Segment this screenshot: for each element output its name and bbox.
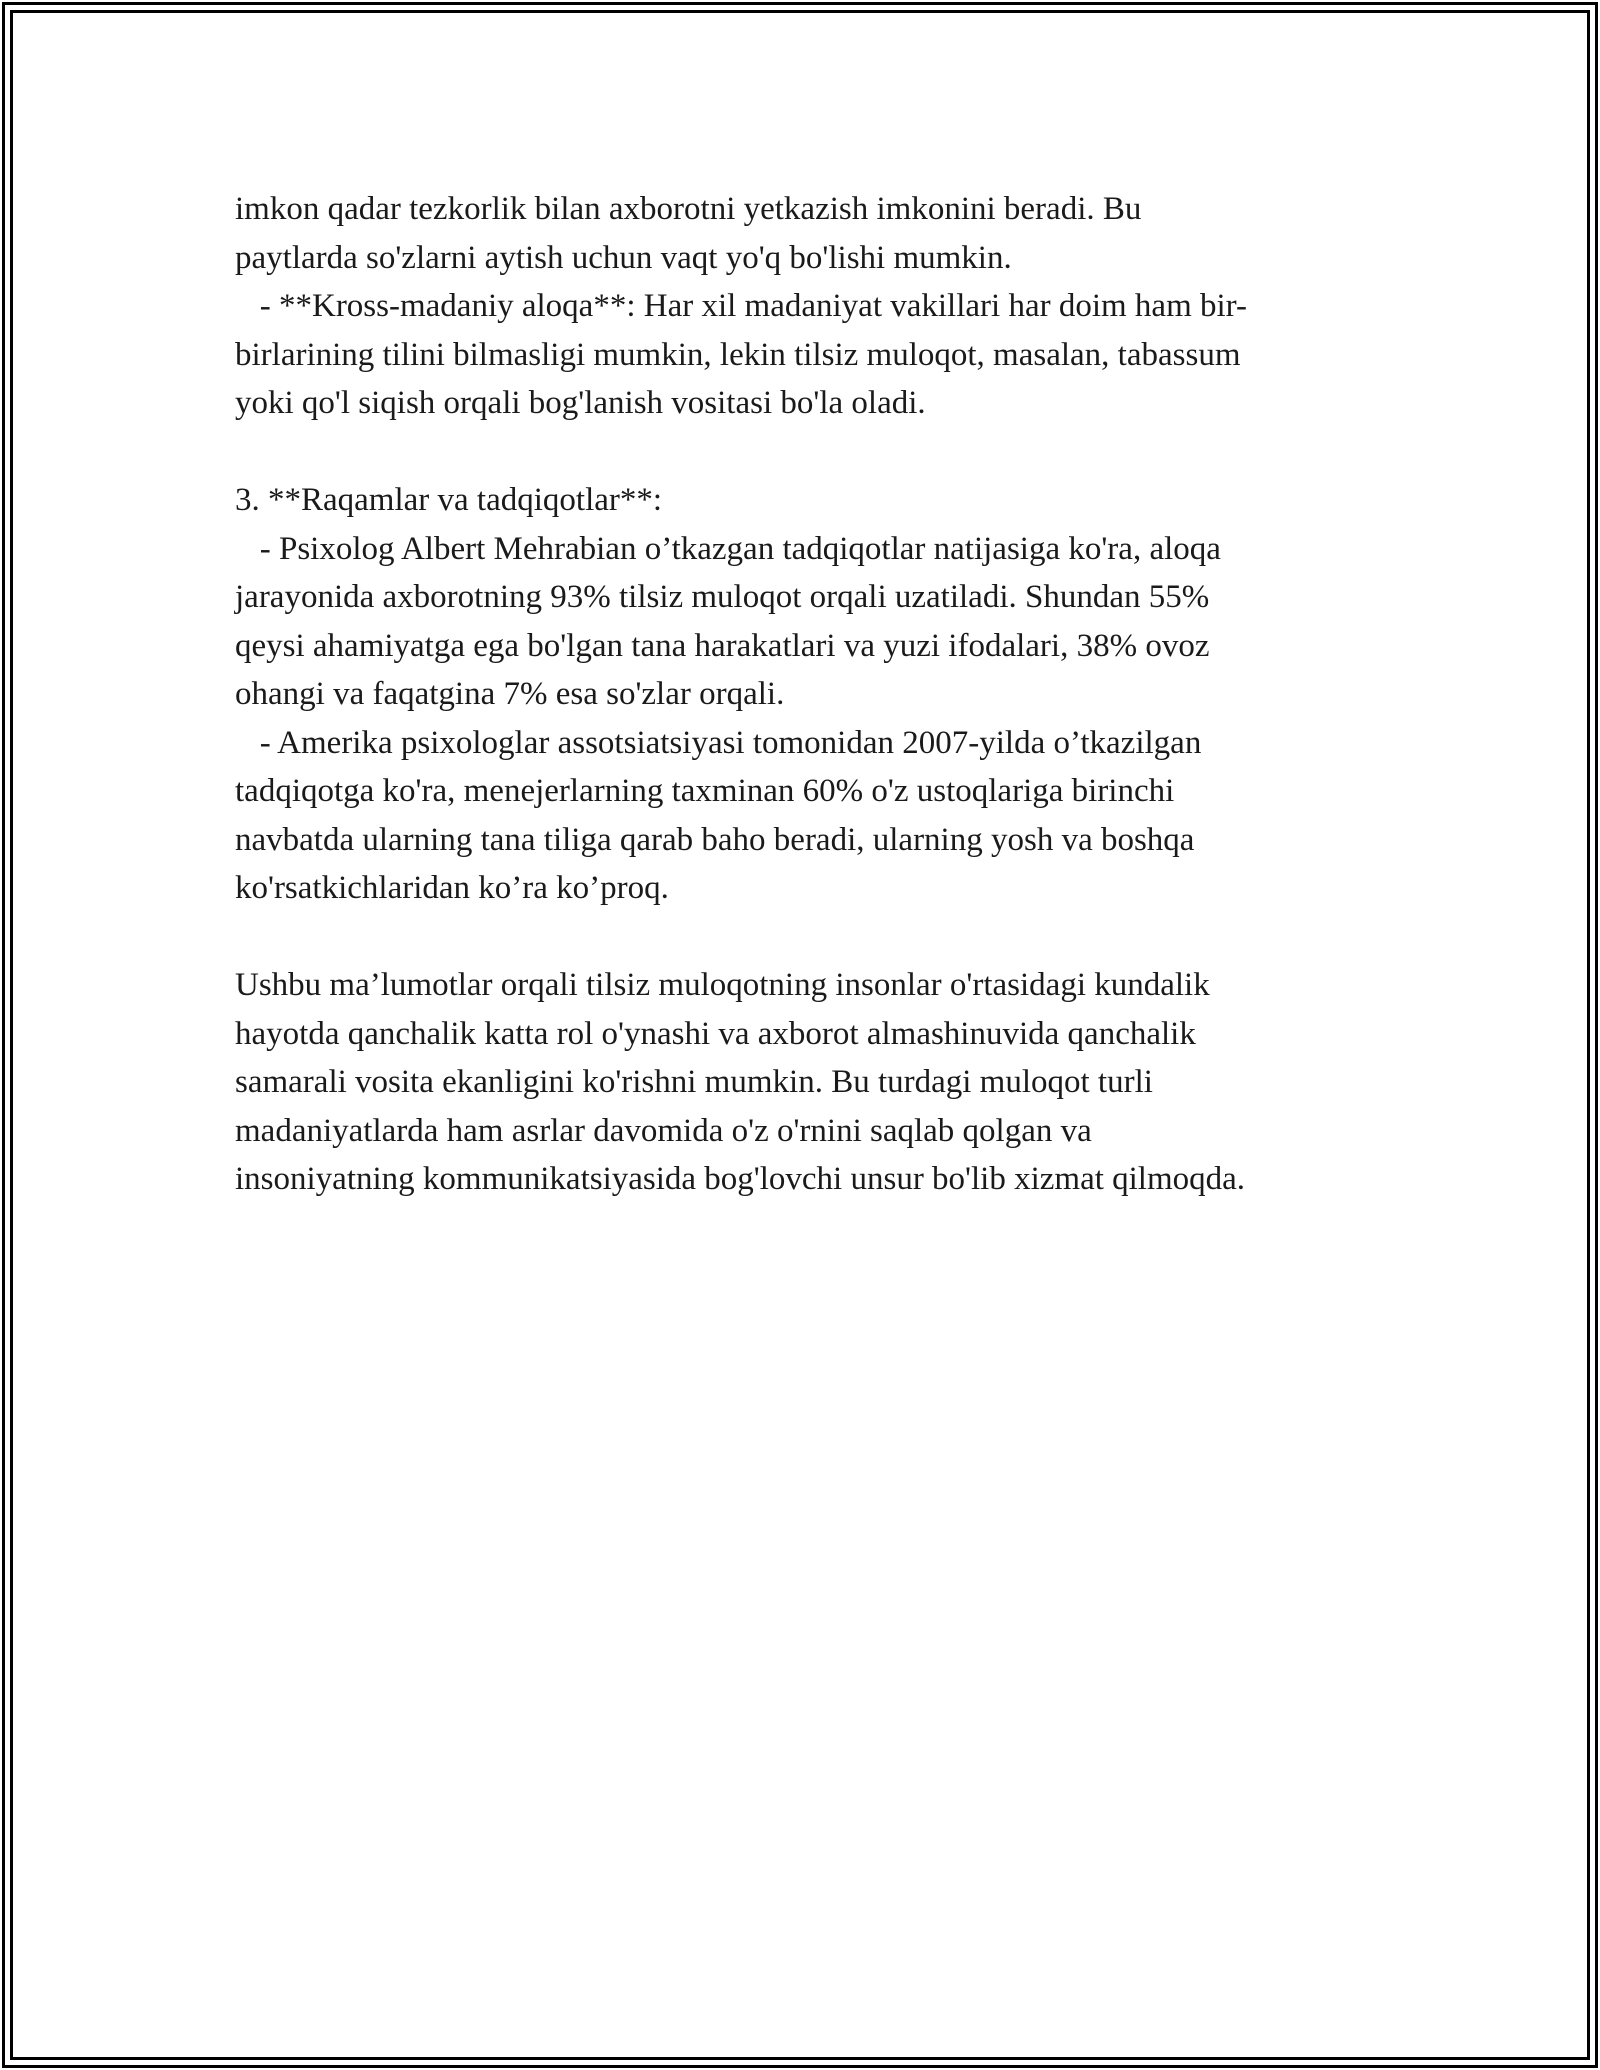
text-line: samarali vosita ekanligini ko'rishni mumkin. Bu turdagi muloqot turli bbox=[235, 1064, 1153, 1100]
text-line: qeysi ahamiyatga ega bo'lgan tana harakatlari va yuzi ifodalari, 38% ovoz bbox=[235, 627, 1210, 664]
text-line: Ushbu ma’lumotlar orqali tilsiz muloqotning insonlar o'rtasidagi kundalik bbox=[235, 967, 1210, 1003]
document-body bbox=[235, 185, 1375, 1204]
section-heading: 3. **Raqamlar va tadqiqotlar**: bbox=[235, 482, 663, 518]
paragraph-gap bbox=[235, 428, 1375, 477]
text-line: - **Kross-madaniy aloqa**: Har xil madaniyat vakillari har doim ham bir- bbox=[235, 288, 1247, 324]
text-line: - Amerika psixologlar assotsiatsiyasi tomonidan 2007-yilda o’tkazilgan bbox=[235, 724, 1202, 761]
paragraph-gap bbox=[235, 913, 1375, 962]
text-line: madaniyatlarda ham asrlar davomida o'z o'rnini saqlab qolgan va bbox=[235, 1112, 1092, 1149]
text-line: birlarining tilini bilmasligi mumkin, lekin tilsiz muloqot, masalan, tabassum bbox=[235, 336, 1241, 373]
text-line: ohangi va faqatgina 7% esa so'zlar orqali. bbox=[235, 676, 785, 712]
text-line: paytlarda so'zlarni aytish uchun vaqt yo'q bo'lishi mumkin. bbox=[235, 239, 1012, 276]
text-line: navbatda ularning tana tiliga qarab baho beradi, ularning yosh va boshqa bbox=[235, 821, 1195, 858]
text-line: ko'rsatkichlaridan ko’ra ko’proq. bbox=[235, 870, 669, 906]
text-line: tadqiqotga ko'ra, menejerlarning taxminan 60% o'z ustoqlariga birinchi bbox=[235, 773, 1175, 809]
text-line: imkon qadar tezkorlik bilan axborotni yetkazish imkonini beradi. Bu bbox=[235, 191, 1142, 227]
text-line: jarayonida axborotning 93% tilsiz muloqot orqali uzatiladi. Shundan 55% bbox=[235, 579, 1210, 615]
text-line: insoniyatning kommunikatsiyasida bog'lovchi unsur bo'lib xizmat qilmoqda. bbox=[235, 1161, 1246, 1197]
text-line: yoki qo'l siqish orqali bog'lanish vositasi bo'la oladi. bbox=[235, 385, 926, 421]
text-line: - Psixolog Albert Mehrabian o’tkazgan tadqiqotlar natijasiga ko'ra, aloqa bbox=[235, 530, 1221, 567]
text-line: hayotda qanchalik katta rol o'ynashi va axborot almashinuvida qanchalik bbox=[235, 1015, 1196, 1052]
